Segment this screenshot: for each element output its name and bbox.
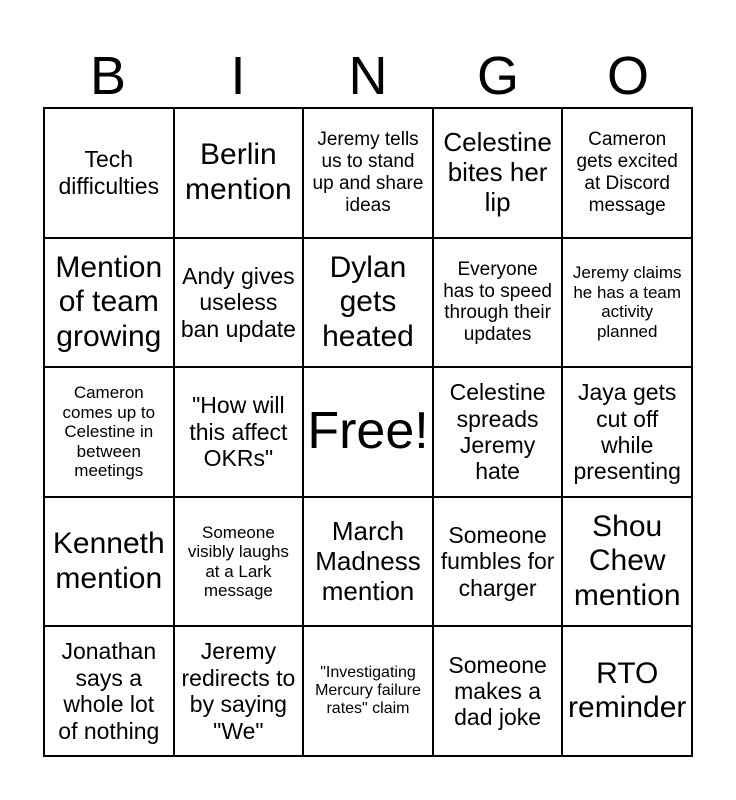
bingo-cell-text: Mention of team growing	[55, 250, 163, 353]
bingo-free-space[interactable]	[303, 367, 433, 497]
bingo-cell-text: Dylan gets heated	[322, 250, 414, 353]
bingo-cell-text: "Investigating Mercury failure rates" claim	[315, 663, 421, 718]
bingo-cell-text: Celestine spreads Jeremy hate	[449, 379, 546, 485]
bingo-cell-text: Free!	[307, 402, 429, 461]
bingo-cell[interactable]	[44, 626, 174, 756]
bingo-cell[interactable]	[433, 626, 563, 756]
bingo-cell-text: Someone fumbles for charger	[440, 521, 555, 601]
bingo-cell-text: Jeremy tells us to stand up and share ideas	[312, 129, 424, 216]
header-letter-o: O	[606, 46, 649, 106]
bingo-cell-text: RTO reminder	[568, 656, 687, 725]
header-letter-b: B	[89, 46, 127, 106]
header-letter-g: G	[476, 46, 519, 106]
bingo-board	[43, 107, 693, 757]
bingo-cell[interactable]	[562, 108, 692, 238]
bingo-cell-text: Jeremy redirects to by saying "We"	[181, 638, 296, 744]
bingo-cell-text: Andy gives useless ban update	[180, 262, 296, 342]
bingo-cell[interactable]	[174, 108, 304, 238]
bingo-cell[interactable]	[433, 108, 563, 238]
bingo-cell-text: Jonathan says a whole lot of nothing	[58, 638, 160, 744]
bingo-cell-text: March Madness mention	[315, 515, 421, 606]
bingo-cell[interactable]	[44, 108, 174, 238]
bingo-cell[interactable]	[303, 626, 433, 756]
bingo-cell[interactable]	[44, 238, 174, 368]
bingo-cell-text: Tech difficulties	[58, 146, 160, 199]
bingo-cell-text: Cameron gets excited at Discord message	[576, 129, 678, 216]
bingo-cell-text: Someone makes a dad joke	[448, 651, 547, 731]
bingo-cell-text: "How will this affect OKRs"	[189, 392, 288, 472]
bingo-header	[43, 44, 693, 108]
bingo-cell-text: Berlin mention	[185, 138, 292, 206]
header-letter-n: N	[348, 46, 388, 106]
bingo-cell-text: Jeremy claims he has a team activity planned	[572, 263, 682, 341]
bingo-cell[interactable]	[303, 497, 433, 627]
bingo-cell[interactable]	[303, 238, 433, 368]
bingo-cell[interactable]	[433, 367, 563, 497]
bingo-cell[interactable]	[562, 238, 692, 368]
bingo-cell[interactable]	[562, 497, 692, 627]
bingo-cell-text: Kenneth mention	[52, 527, 165, 595]
bingo-cell-text: Shou Chew mention	[573, 509, 681, 612]
header-letter-i: I	[230, 46, 246, 106]
bingo-cell-text: Someone visibly laughs at a Lark message	[187, 522, 289, 601]
bingo-cell[interactable]	[174, 497, 304, 627]
bingo-cell[interactable]	[44, 497, 174, 627]
bingo-cell[interactable]	[433, 497, 563, 627]
bingo-cell[interactable]	[174, 238, 304, 368]
bingo-cell[interactable]	[44, 367, 174, 497]
bingo-cell-text: Everyone has to speed through their updates	[443, 258, 552, 346]
bingo-cell-text: Jaya gets cut off while presenting	[573, 379, 681, 485]
bingo-cell[interactable]	[174, 626, 304, 756]
bingo-cell[interactable]	[562, 367, 692, 497]
bingo-cell[interactable]	[433, 238, 563, 368]
bingo-cell[interactable]	[174, 367, 304, 497]
bingo-cell[interactable]	[303, 108, 433, 238]
bingo-cell[interactable]	[562, 626, 692, 756]
bingo-cell-text: Cameron comes up to Celestine in between meetings	[62, 383, 156, 481]
bingo-cell-text: Celestine bites her lip	[443, 126, 552, 217]
